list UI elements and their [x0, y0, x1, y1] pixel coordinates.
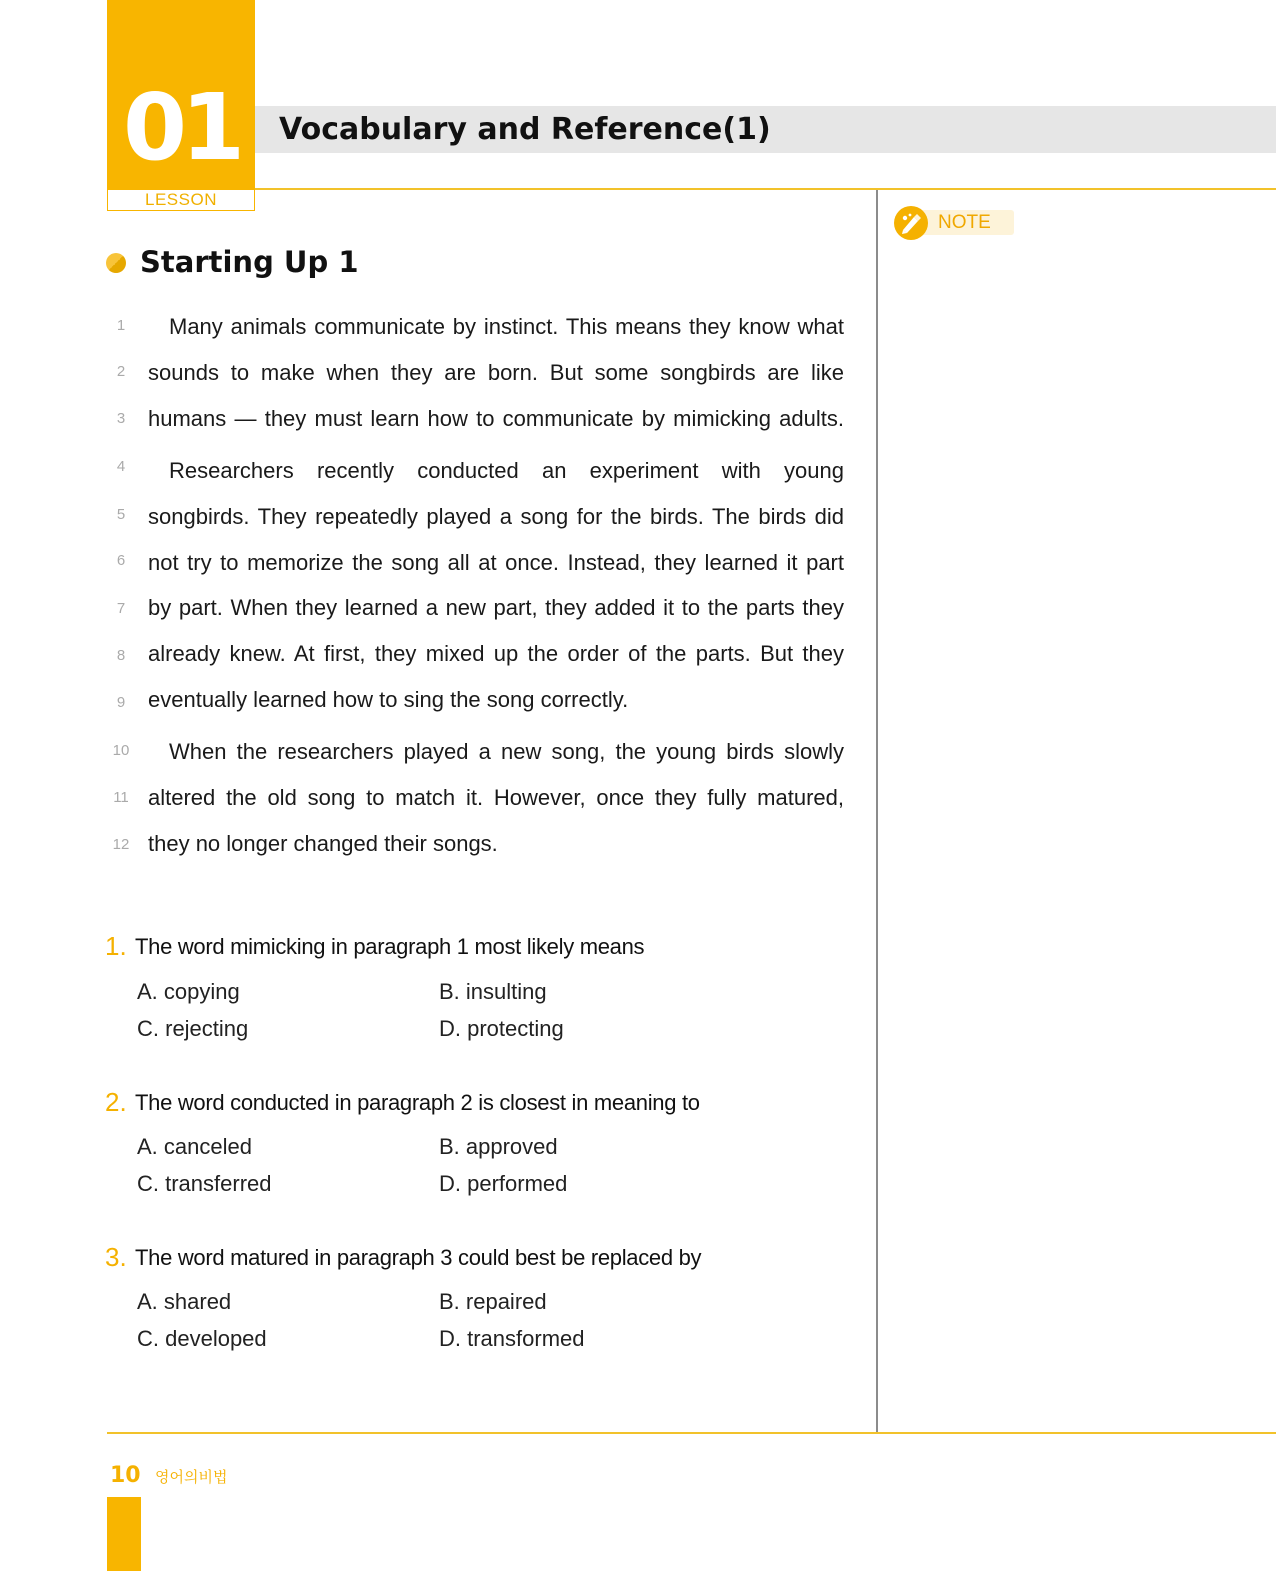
answer-option-a[interactable]: A. canceled — [137, 1134, 252, 1159]
line-number: 1 — [116, 317, 126, 334]
line-number: 6 — [116, 552, 126, 569]
answer-option-d[interactable]: D. performed — [439, 1171, 568, 1196]
question-text: The word conducted in paragraph 2 is closest in meaning to — [135, 1090, 700, 1115]
line-number: 3 — [116, 410, 126, 427]
question-number: 2. — [105, 1087, 127, 1117]
answer-option-a[interactable]: A. copying — [137, 979, 240, 1004]
passage-line: Many animals communicate by instinct. This means they know what — [169, 314, 844, 339]
line-number: 4 — [116, 458, 126, 475]
answer-option-b[interactable]: B. approved — [439, 1134, 558, 1159]
line-number: 7 — [116, 600, 126, 617]
answer-option-d[interactable]: D. transformed — [439, 1326, 585, 1351]
line-number: 12 — [112, 836, 130, 853]
line-number: 8 — [116, 647, 126, 664]
header-divider — [255, 188, 1276, 190]
line-number: 5 — [116, 506, 126, 523]
page-number: 10 — [110, 1463, 141, 1488]
answer-option-a[interactable]: A. shared — [137, 1289, 232, 1314]
passage-line: sounds to make when they are born. But some songbirds are like — [148, 360, 844, 385]
question-number: 1. — [105, 931, 127, 961]
answer-option-d[interactable]: D. protecting — [439, 1016, 564, 1041]
answer-option-c[interactable]: C. rejecting — [137, 1016, 249, 1041]
section-bullet-icon — [106, 253, 126, 273]
answer-option-b[interactable]: B. repaired — [439, 1289, 547, 1314]
question-number: 3. — [105, 1242, 127, 1272]
answer-option-c[interactable]: C. developed — [137, 1326, 267, 1351]
passage-line: eventually learned how to sing the song correctly. — [148, 687, 629, 712]
section-title: Starting Up 1 — [140, 245, 359, 279]
line-number: 2 — [116, 363, 126, 380]
note-label: NOTE — [938, 212, 991, 233]
pen-note-icon — [894, 206, 928, 240]
book-title: 영어의비법 — [155, 1468, 228, 1486]
passage-line: altered the old song to match it. However, once they fully matured, — [148, 785, 844, 810]
line-number: 10 — [112, 742, 130, 759]
passage-line: not try to memorize the song all at once. Instead, they learned it part — [148, 550, 844, 575]
lesson-label: LESSON — [107, 189, 255, 211]
column-divider — [876, 190, 878, 1433]
question-text: The word matured in paragraph 3 could best be replaced by — [135, 1245, 702, 1270]
footer-tab — [107, 1497, 141, 1571]
passage-line: humans — they must learn how to communicate by mimicking adults. — [148, 406, 844, 431]
answer-option-c[interactable]: C. transferred — [137, 1171, 272, 1196]
passage-line: When the researchers played a new song, the young birds slowly — [169, 739, 844, 764]
passage-line: by part. When they learned a new part, they added it to the parts they — [148, 595, 844, 620]
line-number: 9 — [116, 694, 126, 711]
lesson-number: 01 — [122, 74, 240, 181]
passage-line: already knew. At first, they mixed up the order of the parts. But they — [148, 641, 844, 666]
passage-line: they no longer changed their songs. — [148, 831, 498, 856]
question-text: The word mimicking in paragraph 1 most likely means — [135, 934, 645, 959]
answer-option-b[interactable]: B. insulting — [439, 979, 547, 1004]
line-number: 11 — [113, 789, 129, 806]
passage-line: songbirds. They repeatedly played a song for the birds. The birds did — [148, 504, 844, 529]
passage-line: Researchers recently conducted an experiment with young — [169, 458, 844, 483]
page-title: Vocabulary and Reference(1) — [279, 112, 771, 147]
footer-divider — [107, 1432, 1276, 1434]
